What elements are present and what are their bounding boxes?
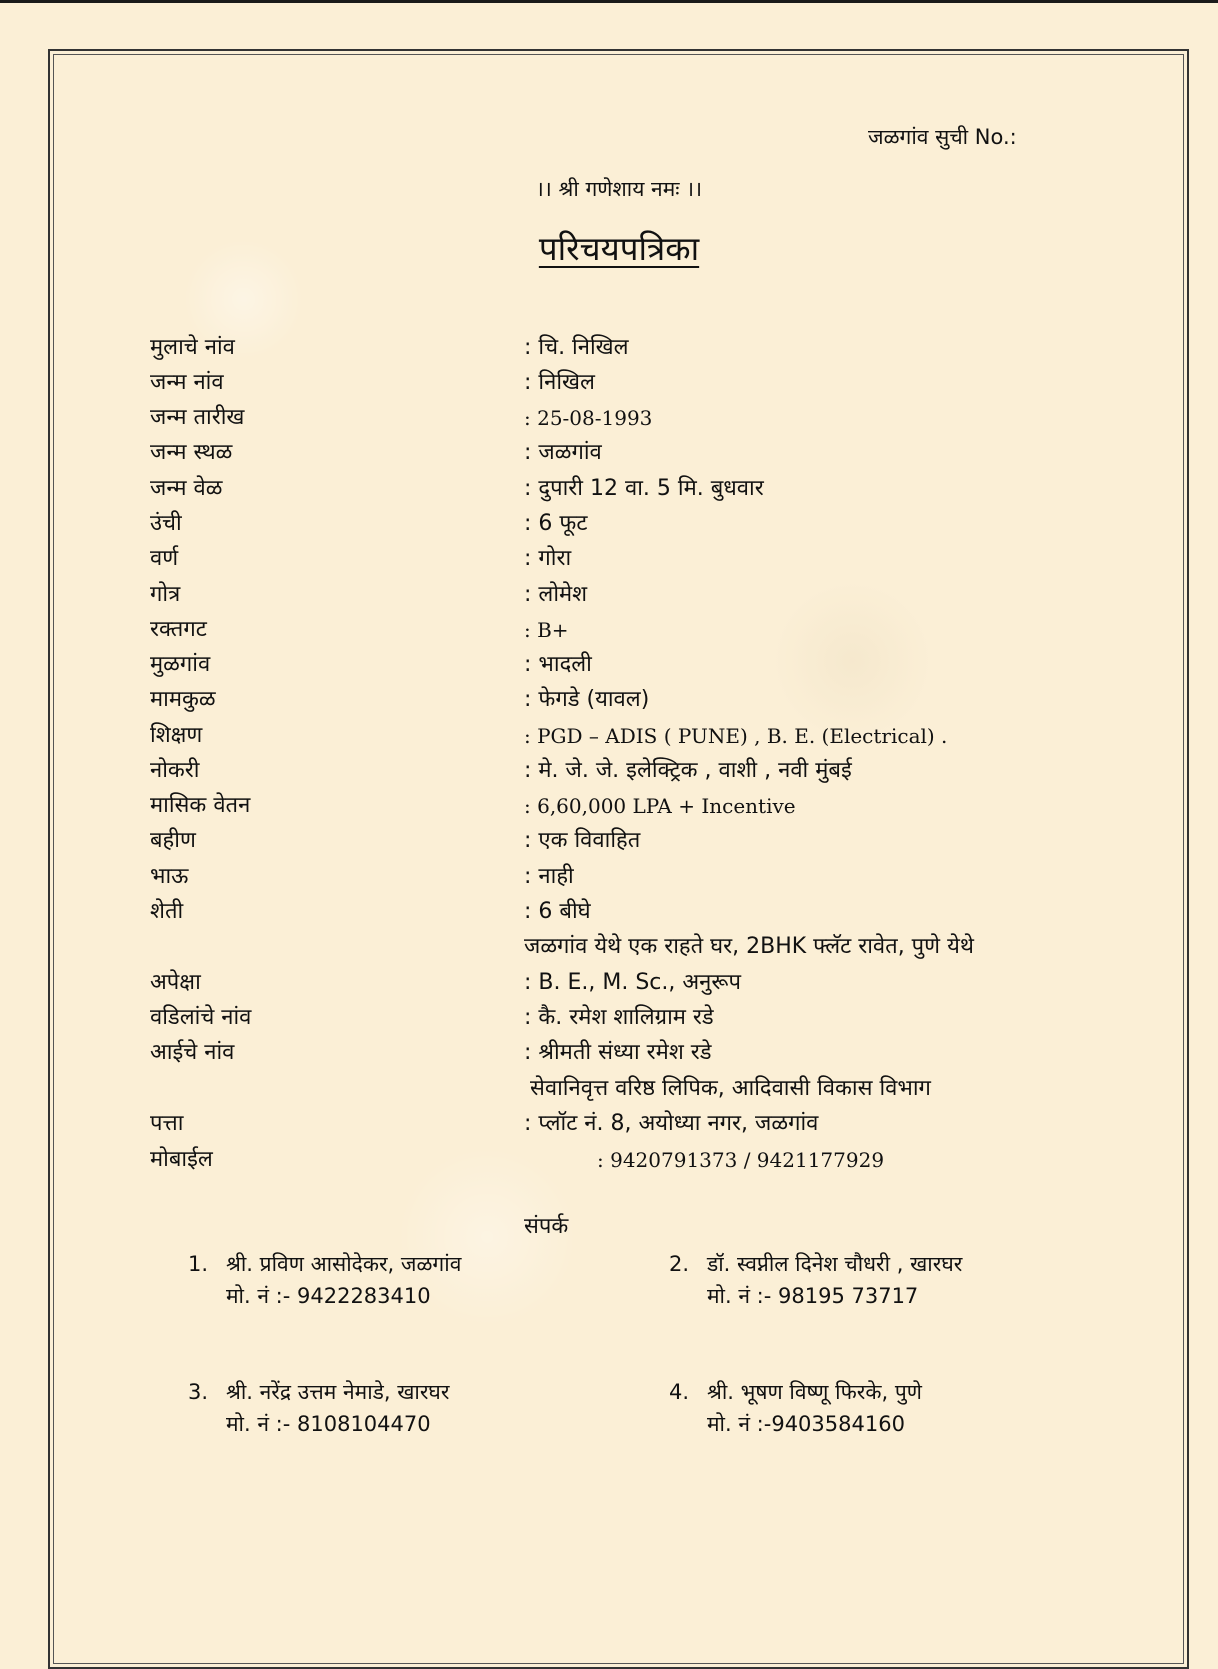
contact-item xyxy=(669,1376,922,1440)
detail-row xyxy=(0,401,1218,435)
detail-label: शिक्षण xyxy=(150,723,203,748)
contact-name: डॉ. स्वप्नील दिनेश चौधरी , खारघर xyxy=(707,1252,963,1276)
detail-row xyxy=(0,683,1218,717)
contact-number: 1. xyxy=(188,1252,209,1276)
detail-row xyxy=(0,824,1218,858)
detail-row xyxy=(0,754,1218,788)
detail-label: जन्म वेळ xyxy=(150,476,223,501)
detail-value: : एक विवाहित xyxy=(524,828,641,853)
detail-row xyxy=(0,1143,1218,1177)
detail-row xyxy=(0,930,1218,964)
detail-row xyxy=(0,331,1218,365)
detail-label: उंची xyxy=(150,511,182,536)
contact-name: श्री. प्रविण आसोदेकर, जळगांव xyxy=(226,1252,462,1276)
detail-value: : गोरा xyxy=(524,546,572,571)
document-title xyxy=(0,225,1218,270)
detail-row xyxy=(0,895,1218,929)
contact-phone: मो. नं :- 9422283410 xyxy=(226,1284,431,1308)
contact-name: श्री. नरेंद्र उत्तम नेमाडे, खारघर xyxy=(226,1380,450,1404)
detail-row xyxy=(0,789,1218,823)
detail-label: मोबाईल xyxy=(150,1147,213,1172)
detail-value: : कै. रमेश शालिग्राम रडे xyxy=(524,1005,714,1030)
detail-value: : PGD – ADIS ( PUNE) , B. E. (Electrical) . xyxy=(524,724,948,748)
contact-name: श्री. भूषण विष्णू फिरके, पुणे xyxy=(707,1380,922,1404)
detail-value: : 6 बीघे xyxy=(524,899,591,924)
detail-label: नोकरी xyxy=(150,758,200,783)
detail-value: : निखिल xyxy=(524,370,595,395)
detail-label: मासिक वेतन xyxy=(150,793,251,818)
detail-label: वर्ण xyxy=(150,546,179,571)
top-rule xyxy=(0,0,1218,3)
contacts-heading: संपर्क xyxy=(524,1214,569,1239)
detail-value: : लोमेश xyxy=(524,582,588,607)
detail-row xyxy=(0,436,1218,470)
detail-value: : नाही xyxy=(524,864,574,889)
detail-value: : 25-08-1993 xyxy=(524,406,653,430)
contact-item xyxy=(188,1376,449,1440)
detail-value: : भादली xyxy=(524,652,592,677)
detail-label: मामकुळ xyxy=(150,687,216,712)
detail-label: रक्तगट xyxy=(150,617,207,642)
contact-number: 4. xyxy=(669,1380,690,1404)
detail-value: : 9420791373 / 9421177929 xyxy=(597,1148,885,1172)
detail-value: : जळगांव xyxy=(524,440,602,465)
detail-row xyxy=(0,1036,1218,1070)
detail-row xyxy=(0,966,1218,1000)
contact-phone: मो. नं :- 98195 73717 xyxy=(707,1284,919,1308)
detail-label: पत्ता xyxy=(150,1111,184,1136)
detail-label: मुलाचे नांव xyxy=(150,335,235,360)
detail-label: मुळगांव xyxy=(150,652,211,677)
detail-value: : चि. निखिल xyxy=(524,335,629,360)
detail-label: वडिलांचे नांव xyxy=(150,1005,252,1030)
detail-label: जन्म नांव xyxy=(150,370,224,395)
detail-value: : 6 फूट xyxy=(524,511,588,536)
detail-value: : B. E., M. Sc., अनुरूप xyxy=(524,970,741,995)
detail-value: : मे. जे. जे. इलेक्ट्रिक , वाशी , नवी मुंबई xyxy=(524,758,852,783)
detail-value: जळगांव येथे एक राहते घर, 2BHK फ्लॅट रावेत, पुणे येथे xyxy=(524,934,974,959)
detail-row xyxy=(0,1107,1218,1141)
detail-row xyxy=(0,507,1218,541)
suchi-number-label: जळगांव सुची No.: xyxy=(868,125,1017,149)
document-title-text: परिचयपत्रिका xyxy=(538,229,700,268)
detail-value: सेवानिवृत्त वरिष्ठ लिपिक, आदिवासी विकास विभाग xyxy=(530,1076,931,1101)
detail-row xyxy=(0,578,1218,612)
contact-item xyxy=(669,1248,962,1312)
detail-row xyxy=(0,648,1218,682)
detail-row xyxy=(0,1072,1218,1106)
detail-label: बहीण xyxy=(150,828,196,853)
detail-label: शेती xyxy=(150,899,184,924)
detail-label: भाऊ xyxy=(150,864,189,889)
detail-label: अपेक्षा xyxy=(150,970,201,995)
detail-value: : B+ xyxy=(524,618,569,642)
detail-value: : श्रीमती संध्या रमेश रडे xyxy=(524,1040,712,1065)
contact-number: 3. xyxy=(188,1380,209,1404)
detail-row xyxy=(0,1001,1218,1035)
detail-row xyxy=(0,366,1218,400)
detail-label: गोत्र xyxy=(150,582,181,607)
detail-row xyxy=(0,542,1218,576)
contact-phone: मो. नं :- 8108104470 xyxy=(226,1412,431,1436)
detail-label: जन्म स्थळ xyxy=(150,440,233,465)
detail-row xyxy=(0,613,1218,647)
detail-row xyxy=(0,860,1218,894)
detail-row xyxy=(0,472,1218,506)
detail-value: : फेगडे (यावल) xyxy=(524,687,650,712)
invocation-line: ।। श्री गणेशाय नमः ।। xyxy=(535,177,703,201)
detail-row xyxy=(0,719,1218,753)
detail-value: : 6,60,000 LPA + Incentive xyxy=(524,794,796,818)
detail-value: : प्लॉट नं. 8, अयोध्या नगर, जळगांव xyxy=(524,1111,819,1136)
detail-label: आईचे नांव xyxy=(150,1040,235,1065)
detail-value: : दुपारी 12 वा. 5 मि. बुधवार xyxy=(524,476,764,501)
contact-item xyxy=(188,1248,461,1312)
contact-phone: मो. नं :-9403584160 xyxy=(707,1412,905,1436)
detail-label: जन्म तारीख xyxy=(150,405,245,430)
contact-number: 2. xyxy=(669,1252,690,1276)
